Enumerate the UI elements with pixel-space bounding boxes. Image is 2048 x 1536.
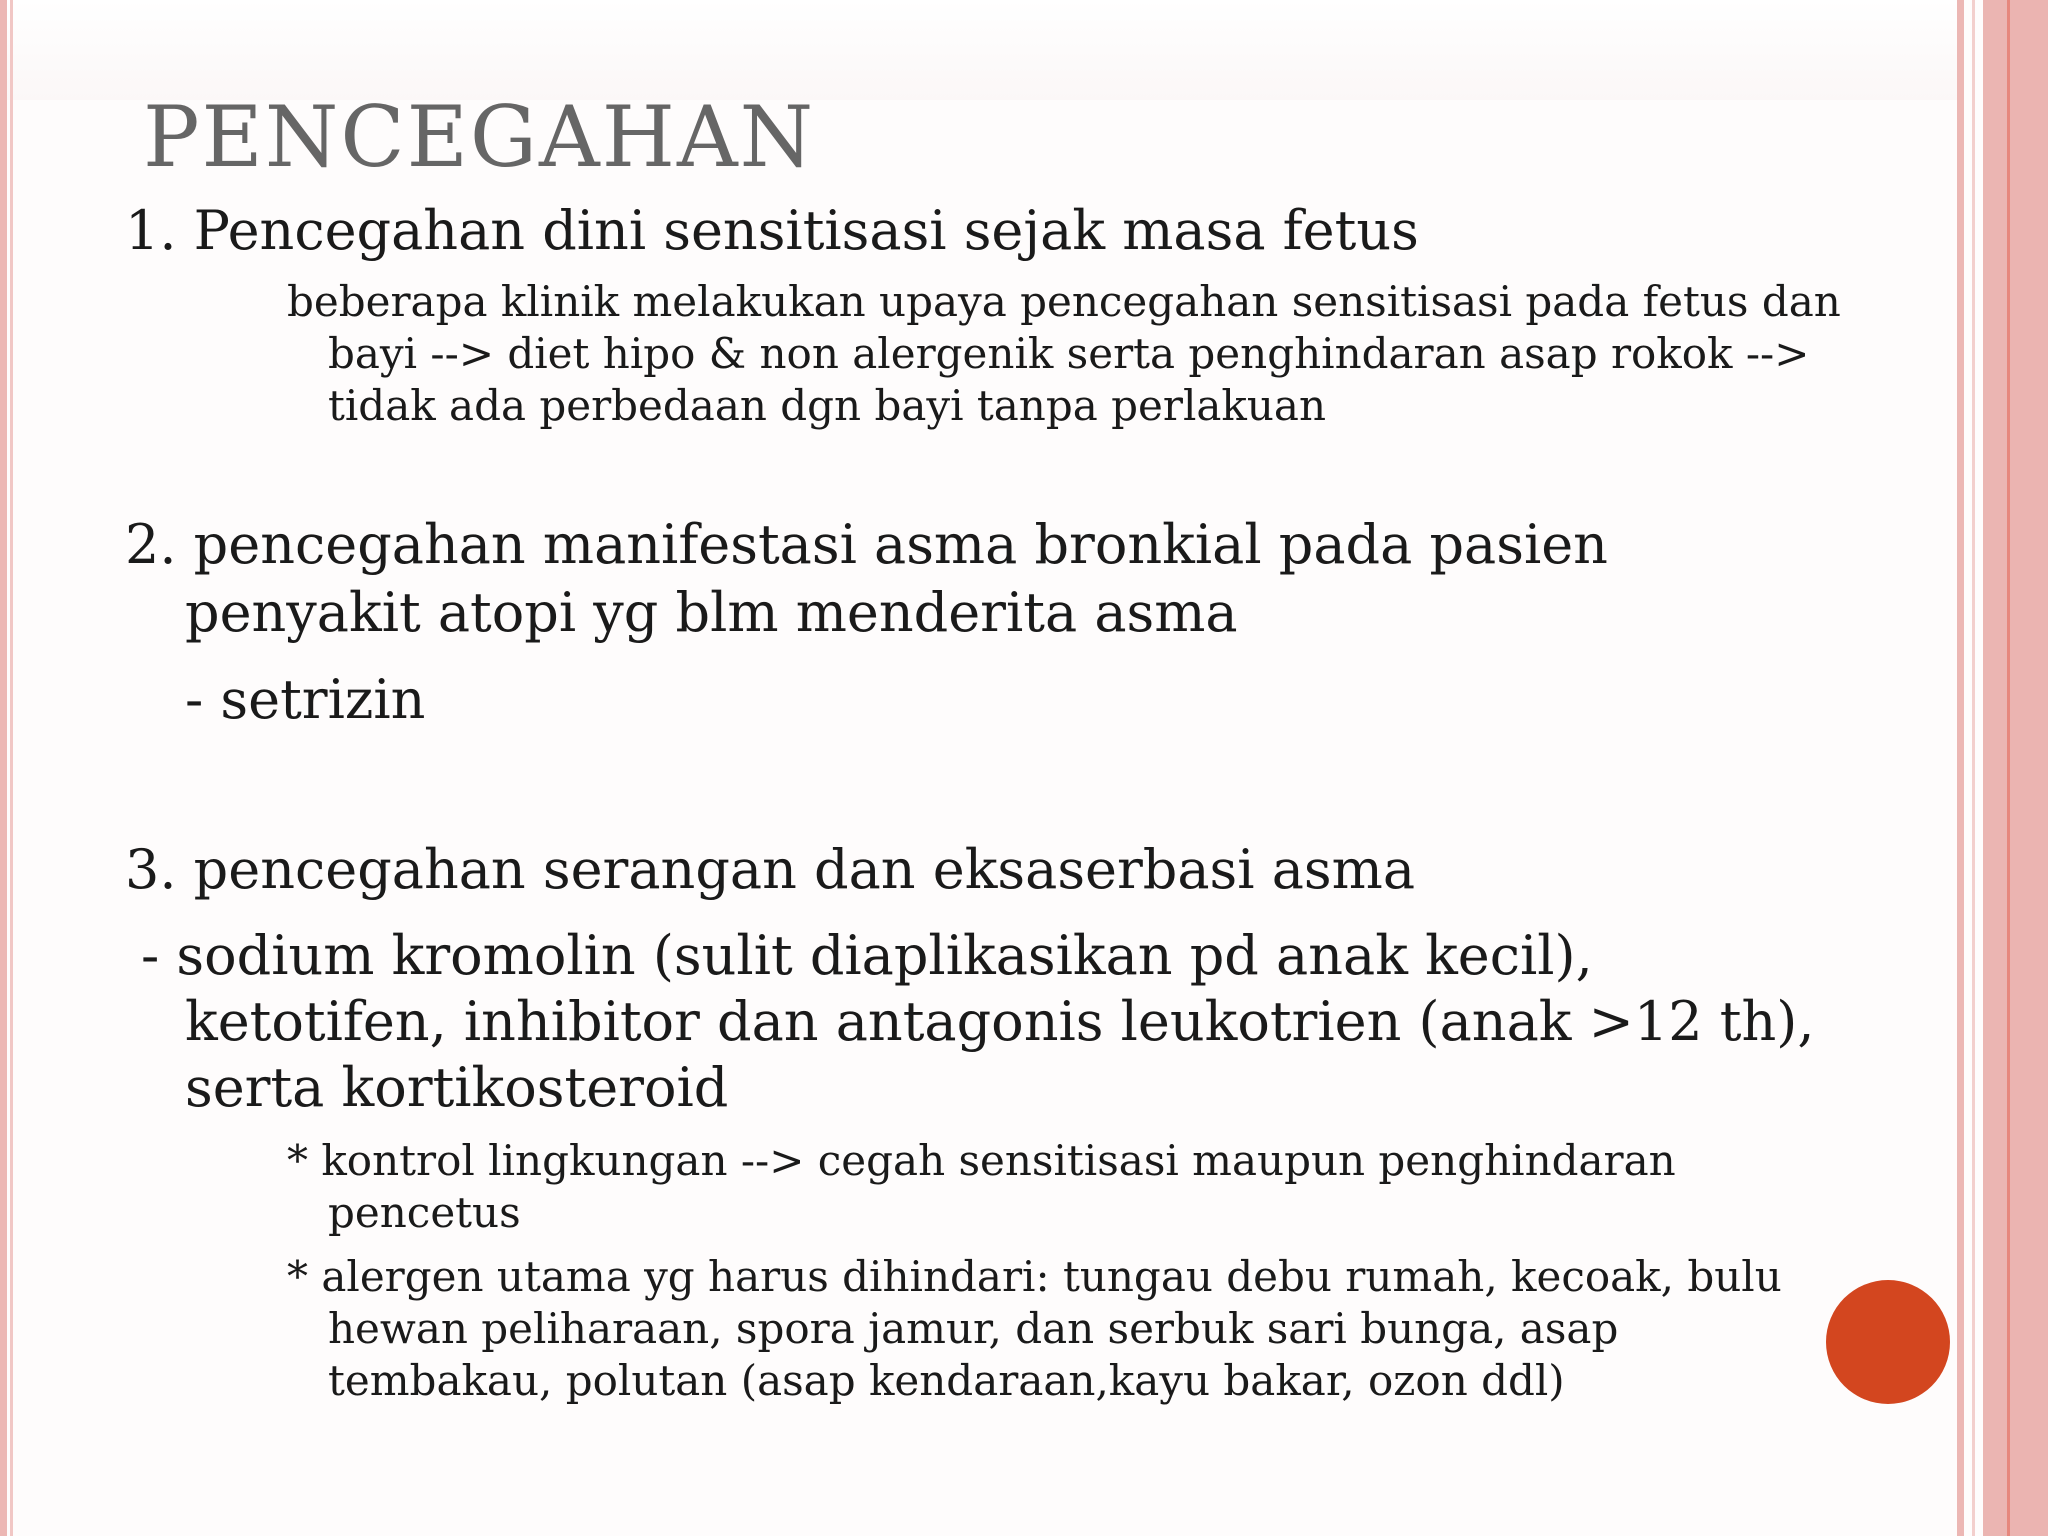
item-1-note-line-1: beberapa klinik melakukan upaya pencegahan sensitisasi pada fetus dan: [287, 277, 1841, 326]
item-3-note-1-line-2: pencetus: [328, 1188, 521, 1237]
item-2-heading-line-2: penyakit atopi yg blm menderita asma: [185, 581, 1238, 644]
header-band: [0, 0, 1960, 100]
accent-circle: [1826, 1280, 1950, 1404]
item-2-sub-point: - setrizin: [185, 668, 426, 731]
item-3-note-2-line-3: tembakau, polutan (asap kendaraan,kayu bakar, ozon ddl): [328, 1356, 1565, 1405]
item-3-heading: 3. pencegahan serangan dan eksaserbasi asma: [125, 838, 1416, 901]
left-border-stripe: [0, 0, 7, 1536]
item-3-sub-line-2: ketotifen, inhibitor dan antagonis leukotrien (anak >12 th),: [185, 990, 1815, 1053]
item-1-heading: 1. Pencegahan dini sensitisasi sejak masa fetus: [125, 199, 1419, 262]
item-2-heading-line-1: 2. pencegahan manifestasi asma bronkial pada pasien: [125, 513, 1608, 576]
item-3-sub-line-1: - sodium kromolin (sulit diaplikasikan pd anak kecil),: [141, 924, 1593, 987]
slide-title: PENCEGAHAN: [143, 88, 816, 186]
item-3-note-2-line-1: * alergen utama yg harus dihindari: tungau debu rumah, kecoak, bulu: [287, 1252, 1782, 1301]
right-border-wide-stripe: [1983, 0, 2007, 1536]
right-border-stripe: [1957, 0, 1964, 1536]
right-border-edge-stripe: [2010, 0, 2048, 1536]
item-3-sub-line-3: serta kortikosteroid: [185, 1056, 729, 1119]
right-border-thin-stripe: [1972, 0, 1975, 1536]
item-1-note-line-2: bayi --> diet hipo & non alergenik serta penghindaran asap rokok -->: [328, 329, 1810, 378]
left-border-thin-stripe: [10, 0, 13, 1536]
item-3-note-2-line-2: hewan peliharaan, spora jamur, dan serbuk sari bunga, asap: [328, 1304, 1619, 1353]
item-1-note-line-3: tidak ada perbedaan dgn bayi tanpa perlakuan: [328, 381, 1327, 430]
item-3-note-1-line-1: * kontrol lingkungan --> cegah sensitisasi maupun penghindaran: [287, 1136, 1676, 1185]
